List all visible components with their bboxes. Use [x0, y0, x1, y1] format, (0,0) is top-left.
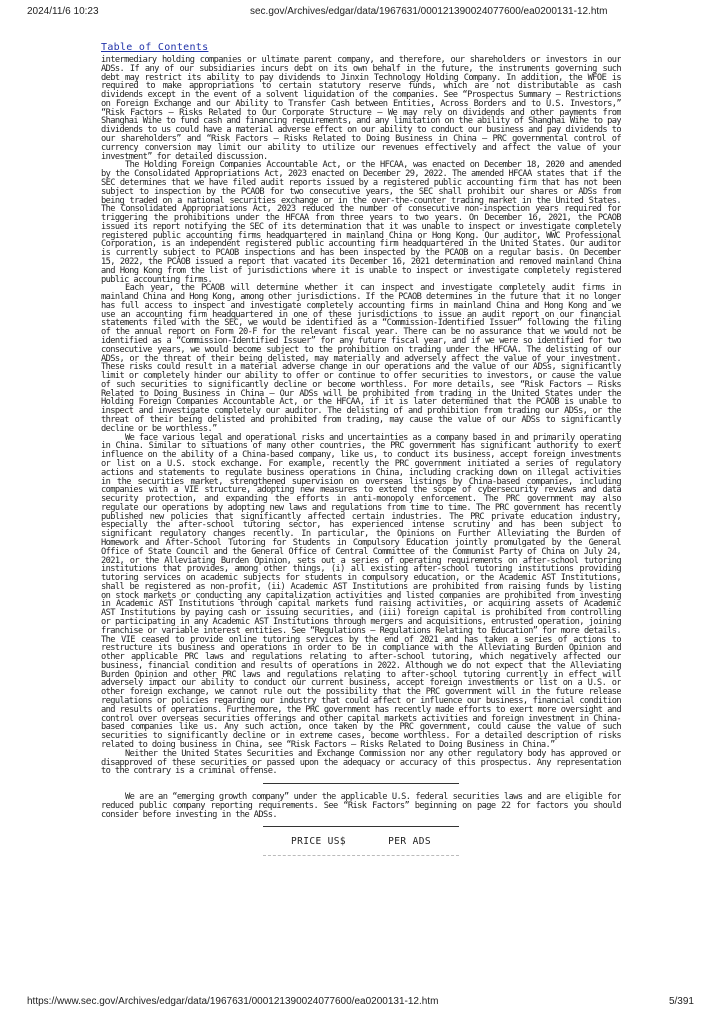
paragraph-prc-risks: We face various legal and operational risks and uncertainties as a company based in and primarily operating in China. Similar to situations of many other countries, the PRC government has significant authority to exert influence on the ability of a China-based company, like us, to conduct its business, accept foreign investments or list on a U.S. stock exchange. For example, recently the PRC government initiated a series of regulatory actions and statements to regulate business operations in China, including cracking down on illegal activities in the securities market, strengthened supervision on overseas listings by China-based companies, including companies with a VIE structure, adopting new measures to extend the scope of cybersecurity reviews and data security protection, and expanding the efforts in anti-monopoly enforcement. The PRC government may also regulate our operations by adopting new laws and regulations from time to time. The PRC government has recently published new policies that significantly affected certain industries. The PRC private education industry, especially the after-school tutoring sector, has experienced intense scrutiny and has been subject to significant regulatory changes recently. In particular, the Opinions on Further Alleviating the Burden of Homework and After-School Tutoring for Students in Compulsory Education jointly promulgated by the General Office of State Council and the General Office of Central Committee of the Communist Party of China on July 24, 2021, or the Alleviating Burden Opinion, sets out a series of operating requirements on after-school tutoring institutions that provides, among other things, (i) all existing after-school tutoring institutions providing tutoring services on academic subjects for students in compulsory education, or the Academic AST Institutions, shall be registered as non-profit, (ii) Academic AST Institutions are prohibited from raising funds by listing on stock markets or conducting any capitalization activities and listed companies are prohibited from investing in Academic AST Institutions through capital markets fund raising activities, or acquiring assets of Academic AST Institutions by paying cash or issuing securities, and (iii) foreign capital is prohibited from controlling or participating in any Academic AST Institutions through mergers and acquisitions, entrusted operation, joining franchise or variable interest entities. See “Regulations — Regulations Relating to Education” for more details. The VIE ceased to provide online tutoring services by the end of 2021 and has taken a series of actions to restructure its business and operations in order to be in compliance with the Alleviating Burden Opinion and other applicable PRC laws and regulations relating to after-school tutoring, which negatively affected our business, financial condition and results of operations in 2022. Although we do not expect that the Alleviating Burden Opinion and other PRC laws and regulations relating to after-school tutoring currently in effect will adversely impact our ability to conduct our current business, accept foreign investments or list on a U.S. or other foreign exchange, we cannot rule out the possibility that the PRC government will in the future release regulations or policies regarding our industry that could affect or influence our business, financial condition and results of operations. Furthermore, the PRC government has recently made efforts to exert more oversight and control over overseas securities offerings and other capital markets activities and foreign investment in China-based companies like us. Any such action, once taken by the PRC government, could cause the value of such securities to significantly decline or in extreme cases, become worthless. For a detailed description of risks related to doing business in China, see “Risk Factors — Risks Related to Doing Business in China.”: [101, 432, 621, 750]
paragraph-sec-disclaimer: Neither the United States Securities and Exchange Commission nor any other regulatory body has approved or disapproved of these securities or passed upon the adequacy or accuracy of this prospectus. Any representation to the contrary is a criminal offense.: [101, 748, 621, 777]
price-line: [101, 836, 621, 847]
page-indicator: 5/391: [668, 996, 694, 1007]
price-label: PRICE US$: [290, 836, 347, 848]
print-timestamp: 2024/11/6 10:23: [27, 6, 99, 17]
document-body: [101, 42, 621, 986]
section-divider: [263, 826, 459, 827]
print-header-url: sec.gov/Archives/edgar/data/1967631/000121390024077600/ea0200131-12.htm: [250, 6, 608, 17]
per-ads-label: PER ADS: [388, 836, 432, 848]
paragraph-dividend-restrictions: intermediary holding companies or ultimate parent company, and therefore, our shareholders or investors in our ADSs. If any of our subsidiaries incurs debt on its own behalf in the future, the instruments governing such debt may restrict its ability to pay dividends to Jinxin Technology Holding Company. In addition, the WFOE is required to make appropriations to certain statutory reserve funds, which are not distributable as cash dividends except in the event of a solvent liquidation of the companies. See “Prospectus Summary — Restrictions on Foreign Exchange and our Ability to Transfer Cash between Entities, Across Borders and to U.S. Investors,” “Risk Factors — Risks Related to Our Corporate Structure — We may rely on dividends and other payments from Shanghai Wihe to fund cash and financing requirements, and any limitation on the ability of Shanghai Wihe to pay dividends to us could have a material adverse effect on our ability to conduct our business and pay dividends to our shareholders” and “Risk Factors — Risks Related to Doing Business in China — PRC governmental control of currency conversion may limit our ability to utilize our revenues effectively and affect the value of your investment” for detailed discussion.: [101, 55, 621, 162]
paragraph-hfcaa: The Holding Foreign Companies Accountable Act, or the HFCAA, was enacted on December 18, 2020 and amended by the Consolidated Appropriations Act, 2023 enacted on December 29, 2022. The amended HFCAA states that if the SEC determines that we have filed audit reports issued by a registered public accounting firm that has not been subject to inspection by the PCAOB for two consecutive years, the SEC shall prohibit our shares or ADSs from being traded on a national securities exchange or in the over-the-counter trading market in the United States. The Consolidated Appropriations Act, 2023 reduced the number of consecutive non-inspection years required for triggering the prohibitions under the HFCAA from three years to two years. On December 16, 2021, the PCAOB issued its report notifying the SEC of its determination that it was unable to inspect or investigate completely registered public accounting firms headquartered in mainland China or Hong Kong. Our auditor, WWC Professional Corporation, is an independent registered public accounting firm headquartered in the United States. Our auditor is currently subject to PCAOB inspections and has been inspected by the PCAOB on a regular basis. On December 15, 2022, the PCAOB issued a report that vacated its December 16, 2021 determination and removed mainland China and Hong Kong from the list of jurisdictions where it is unable to inspect or investigate completely registered public accounting firms.: [101, 160, 621, 285]
print-footer-url: https://www.sec.gov/Archives/edgar/data/1967631/000121390024077600/ea0200131-12.htm: [27, 996, 439, 1007]
section-divider: [263, 783, 459, 784]
paragraph-pcaob-inspection: Each year, the PCAOB will determine whether it can inspect and investigate completely audit firms in mainland China and Hong Kong, among other jurisdictions. If the PCAOB determines in the future that it no longer has full access to inspect and investigate completely accounting firms in mainland China and Hong Kong and we use an accounting firm headquartered in one of these jurisdictions to issue an audit report on our financial statements filed with the SEC, we would be identified as a “Commission-Identified Issuer” following the filing of the annual report on Form 20-F for the relevant fiscal year. There can be no assurance that we would not be identified as a “Commission-Identified Issuer” for any future fiscal year, and if we were so identified for two consecutive years, we would become subject to the prohibition on trading under the HFCAA. The delisting of our ADSs, or the threat of their being delisted, may materially and adversely affect the value of your investment. These risks could result in a material adverse change in our operations and the value of our ADSs, significantly limit or completely hinder our ability to offer or continue to offer securities to investors, or cause the value of such securities to significantly decline or become worthless. For more details, see “Risk Factors — Risks Related to Doing Business in China — Our ADSs will be prohibited from trading in the United States under the Holding Foreign Companies Accountable Act, or the HFCAA, if it is later determined that the PCAOB is unable to inspect and investigate completely our auditor. The delisting of and prohibition from trading our ADSs, or the threat of their being delisted and prohibited from trading, may cause the value of our ADSs to significantly decline or be worthless.”: [101, 283, 621, 434]
browser-print-header: [0, 0, 724, 20]
section-divider: [263, 855, 459, 856]
paragraph-emerging-growth: We are an “emerging growth company” under the applicable U.S. federal securities laws and are eligible for reduced public company reporting requirements. See “Risk Factors” beginning on page 22 for factors you should consider before investing in the ADSs.: [101, 792, 621, 820]
table-of-contents-link[interactable]: Table of Contents: [101, 42, 209, 53]
browser-print-footer: [0, 996, 724, 1016]
